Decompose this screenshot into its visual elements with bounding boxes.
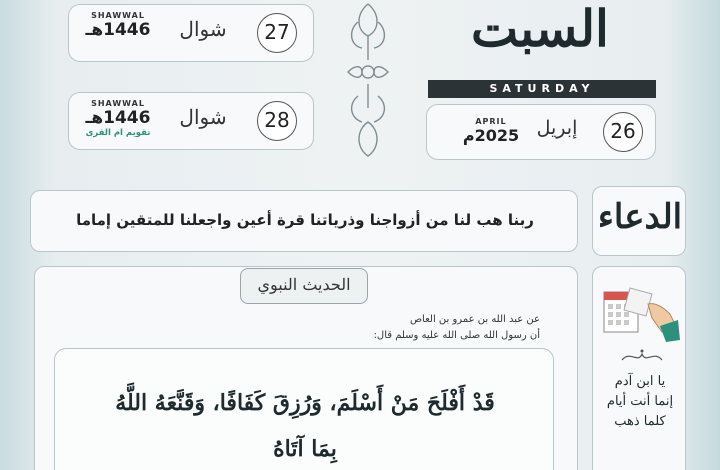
side-quote-line-2: إنما أنت أيام (606, 394, 674, 409)
gregorian-month-arabic: إبريل (536, 117, 578, 139)
hijri-month-latin: SHAWWAL (91, 99, 145, 108)
dua-label: الدعاء (597, 197, 683, 237)
hijri-year: 1446هـ (85, 20, 151, 40)
hijri-year: 1446هـ (85, 108, 151, 128)
hadith-text-line-2: بِمَا آتَاهُ (273, 436, 337, 462)
gregorian-year: 2025م (462, 126, 520, 145)
side-quote-line-1: يا ابن آدم (614, 374, 666, 389)
ornament-divider (338, 0, 398, 165)
hadith-narrator-line-2: أن رسول الله صلى الله عليه وسلم قال: (373, 330, 540, 341)
hijri-month-arabic: شوال (179, 17, 227, 41)
hijri-latin-block (83, 11, 153, 40)
hadith-narrator-line-1: عن عبد الله بن عمرو بن العاص (409, 314, 540, 325)
calendar-hand-icon (600, 282, 680, 344)
dua-box (30, 190, 578, 252)
hijri-latin-block (83, 99, 153, 138)
side-quote-line-3: كلما ذهب (614, 414, 666, 429)
hadith-text-line-1: قَدْ أَفْلَحَ مَنْ أَسْلَمَ، وَرُزِقَ كَفَافًا، وَقَنَّعَهُ اللَّهُ (115, 390, 495, 416)
dua-label-box (592, 186, 686, 256)
decorative-flourish-icon (618, 346, 666, 366)
hijri-date-card-2 (68, 92, 314, 150)
hijri-month-arabic: شوال (179, 105, 227, 129)
gregorian-day-number: 26 (603, 112, 643, 152)
gregorian-latin-block (451, 117, 531, 145)
hijri-date-card-1 (68, 4, 314, 62)
hadith-label: الحديث النبوي (240, 268, 368, 304)
day-name-english: SATURDAY (428, 80, 656, 98)
hijri-day-number: 27 (257, 13, 297, 53)
gregorian-month-latin: APRIL (475, 117, 507, 126)
dua-text: ربنا هب لنا من أزواجنا وذرياتنا قرة أعين واجعلنا للمتقين إماما (76, 211, 534, 229)
gregorian-date-card (426, 104, 656, 160)
hijri-month-latin: SHAWWAL (91, 11, 145, 20)
day-name-arabic: السبت (471, 0, 609, 58)
hijri-day-number: 28 (257, 101, 297, 141)
calendar-name: تقويم ام القرى (85, 128, 151, 138)
